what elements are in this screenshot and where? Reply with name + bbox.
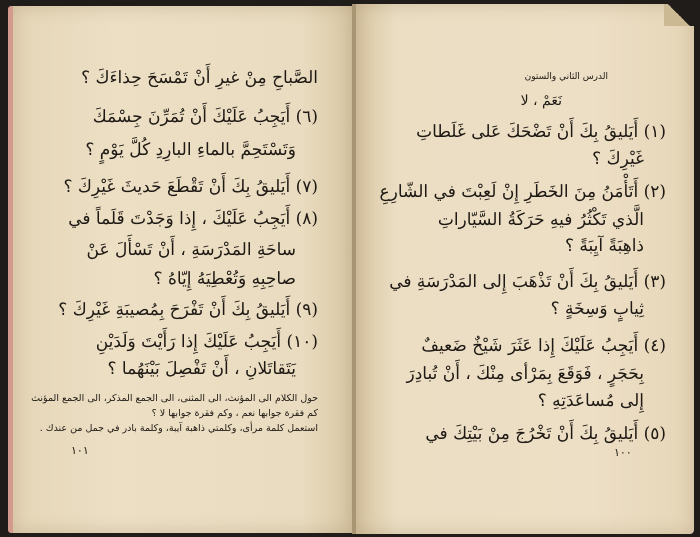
text-line: (٦) أَيَجِبُ عَلَيْكَ أَنْ تُمَرِّنَ جِسْمَكَ [92, 107, 318, 127]
left-page [8, 6, 352, 533]
text-line: صاحِبِهِ وَتُعْطِيَهُ إِيّاهُ ؟ [153, 269, 296, 289]
text-line: ذاهِبَةً آيِبَةً ؟ [564, 236, 644, 256]
text-line: ثِيابٍ وَسِخَةٍ ؟ [550, 299, 644, 319]
page-corner [664, 4, 694, 26]
text-line: نَعَمْ ، لا [520, 93, 562, 109]
text-line: إِلى مُساعَدَتِهِ ؟ [537, 391, 644, 411]
text-line: وَتَسْتَحِمَّ بالماءِ البارِدِ كُلَّ يَوْمٍ ؟ [85, 140, 296, 160]
text-line: (٨) أَيَجِبُ عَلَيْكَ ، إِذا وَجَدْتَ قَلَماً في [68, 209, 318, 229]
text-line: (٧) أَيَليقُ بِكَ أَنْ تَقْطَعَ حَديثَ غَيْرِكَ ؟ [63, 177, 318, 197]
text-line: (٥) أَيَليقُ بِكَ أَنْ تَخْرُجَ مِنْ بَيْتِكَ في [425, 424, 666, 444]
text-line: (٢) أَتَأْمَنُ مِنَ الخَطَرِ إِنْ لَعِبْتَ في الشّارِعِ [379, 182, 666, 202]
text-line: (١) أَيَليقُ بِكَ أَنْ تَضْحَكَ عَلى غَلَطاتِ [416, 122, 666, 142]
right-page [356, 4, 694, 534]
text-line: الَّذي تَكْثُرُ فيهِ حَرَكَةُ السَّيّاراتِ [437, 210, 644, 230]
text-line: بِحَجَرٍ ، فَوَقَعَ بِمَرْأى مِنْكَ ، أَنْ تُبادِرَ [406, 364, 644, 384]
text-line: ساحَةِ المَدْرَسَةِ ، أَنْ تَسْأَلَ عَنْ [86, 240, 296, 260]
exercise-note: كم فقرة جوابها نعم ، وكم فقرة جوابها لا ؟ [151, 408, 318, 419]
text-line: (٩) أَيَليقُ بِكَ أَنْ تَفْرَحَ بِمُصيبَةِ غَيْرِكَ ؟ [58, 300, 318, 320]
page-number: ١٠٠ [614, 446, 632, 459]
exercise-note: حول الكلام الى المؤنث، الى المثنى، الى الجمع المذكر، الى الجمع المؤنث [31, 393, 318, 404]
text-line: الصَّباحِ مِنْ غيرِ أَنْ تَمْسَحَ حِذاءَكَ ؟ [81, 68, 318, 88]
page-number: ١٠١ [71, 444, 89, 457]
text-line: (٣) أَيَليقُ بِكَ أَنْ تَذْهَبَ إِلى المَدْرَسَةِ في [389, 272, 666, 292]
text-line: (٤) أَيَجِبُ عَلَيْكَ إِذا عَثَرَ شَيْخٌ ضَعيفٌ [421, 336, 666, 356]
text-line: غَيْرِكَ ؟ [592, 149, 644, 169]
lesson-header: الدرس الثاني والستون [524, 72, 608, 82]
text-line: (١٠) أَيَجِبُ عَلَيْكَ إِذا رَأَيْتَ وَلَدَيْنِ [95, 332, 318, 352]
text-line: يَتَقاتَلانِ ، أَنْ تَفْصِلَ بَيْنَهُما ؟ [107, 359, 296, 379]
exercise-note: استعمل كلمة مرأى، وكلمتي ذاهبة آيبة، وكلمة بادر في جمل من عندك . [39, 423, 318, 434]
